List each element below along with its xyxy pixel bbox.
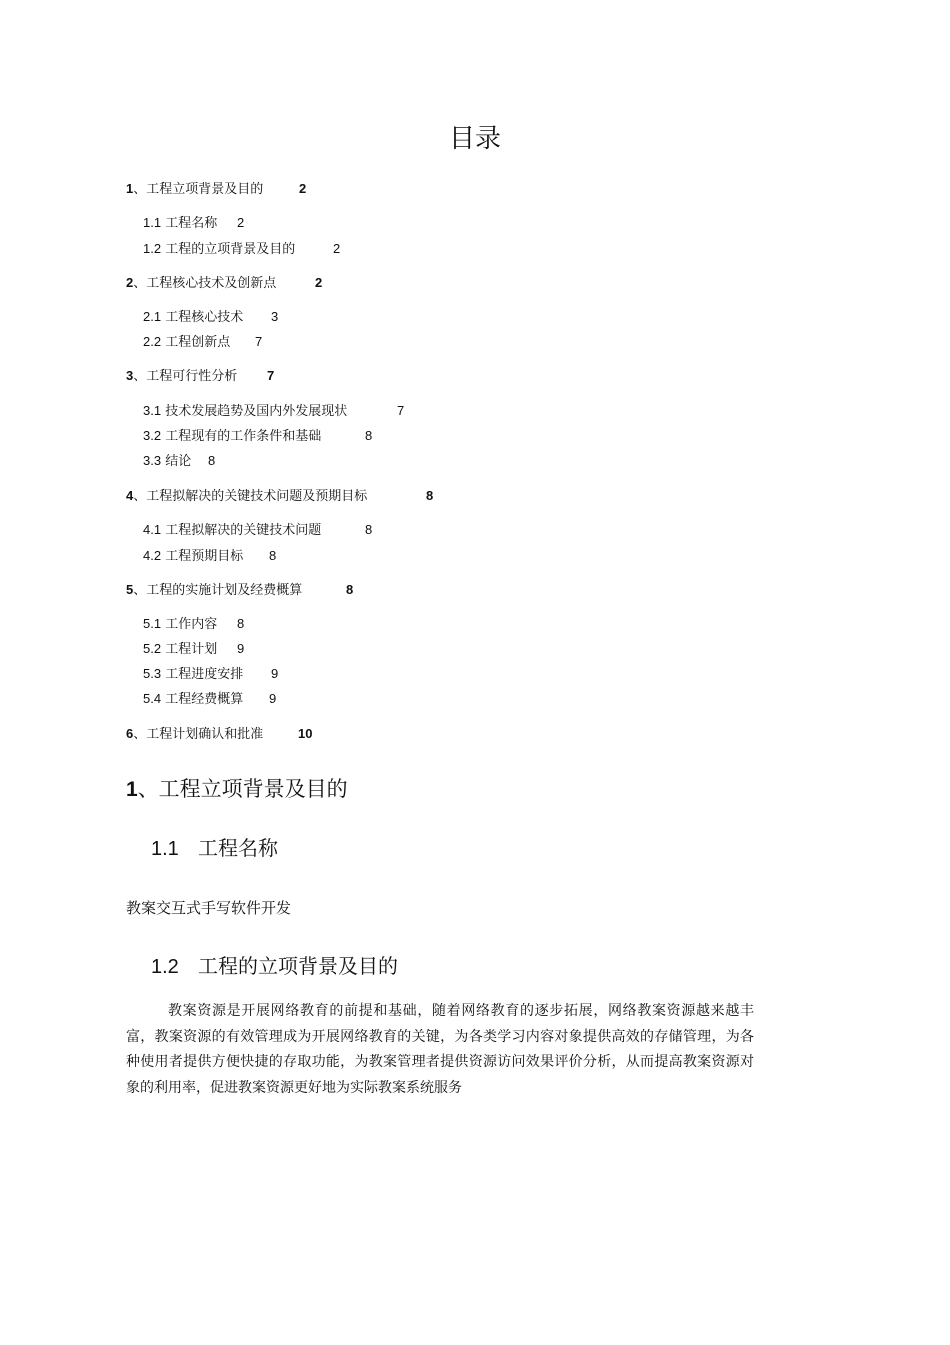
toc-entry-number: 4.1 — [143, 522, 162, 537]
toc-entry-5[interactable] — [126, 581, 354, 600]
toc-entry-number: 3.3 — [143, 453, 162, 468]
background-paragraph: 教案资源是开展网络教育的前提和基础，随着网络教育的逐步拓展，网络教案资源越来越丰富，教案资源的有效管理成为开展网络教育的关键，为各类学习内容对象提供高效的存储管理，为各种使用者提供方便快捷的存取功能，为教案管理者提供资源访问效果评价分析，从而提高教案资源对象的利用率，促进教案资源更好地为实际教案系统服务 — [126, 1003, 754, 1096]
section-1-2-heading — [151, 952, 398, 981]
section-number: 1.2 — [151, 956, 179, 978]
toc-entry-separator: 、 — [133, 369, 147, 384]
toc-entry-page: 7 — [255, 334, 263, 349]
section-number: 1.1 — [151, 838, 179, 860]
toc-entry-separator: 、 — [133, 276, 147, 291]
toc-entry-4-2[interactable] — [143, 547, 277, 566]
toc-entry-page: 2 — [333, 241, 341, 256]
toc-entry-number: 5 — [126, 582, 134, 597]
toc-entry-number: 5.1 — [143, 616, 162, 631]
toc-entry-page: 2 — [299, 181, 307, 196]
toc-entry-6[interactable] — [126, 725, 313, 744]
section-title: 工程名称 — [198, 836, 278, 860]
toc-entry-page: 8 — [269, 548, 277, 563]
toc-entry-page: 7 — [267, 368, 275, 383]
toc-entry-number: 1.1 — [143, 215, 162, 230]
toc-entry-page: 2 — [315, 275, 323, 290]
toc-entry-1-1[interactable] — [143, 214, 245, 233]
toc-entry-text: 工程现有的工作条件和基础 — [165, 429, 322, 444]
toc-entry-5-1[interactable] — [143, 615, 245, 634]
toc-entry-number: 6 — [126, 726, 134, 741]
toc-entry-text: 工程核心技术及创新点 — [146, 276, 277, 291]
toc-entry-page: 8 — [237, 616, 245, 631]
toc-entry-page: 2 — [237, 215, 245, 230]
toc-entry-number: 3.2 — [143, 428, 162, 443]
toc-entry-text: 工程名称 — [165, 216, 218, 231]
toc-entry-text: 工程计划确认和批准 — [146, 727, 264, 742]
toc-entry-separator: 、 — [133, 182, 147, 197]
toc-entry-text: 工作内容 — [165, 617, 218, 632]
toc-entry-text: 结论 — [165, 454, 192, 469]
toc-entry-text: 工程核心技术 — [165, 310, 244, 325]
toc-entry-4-1[interactable] — [143, 521, 373, 540]
toc-entry-text: 工程计划 — [165, 642, 218, 657]
toc-entry-4[interactable] — [126, 487, 434, 506]
toc-entry-number: 1 — [126, 181, 134, 196]
section-1-heading — [126, 775, 348, 804]
toc-entry-3[interactable] — [126, 367, 275, 386]
toc-entry-3-1[interactable] — [143, 402, 405, 421]
toc-entry-separator: 、 — [133, 727, 147, 742]
toc-entry-text: 工程预期目标 — [165, 549, 244, 564]
toc-entry-page: 8 — [208, 453, 216, 468]
toc-title: 目录 — [448, 124, 501, 154]
toc-entry-page: 9 — [237, 641, 245, 656]
toc-entry-number: 2 — [126, 275, 134, 290]
toc-entry-page: 8 — [365, 428, 373, 443]
toc-entry-separator: 、 — [133, 583, 147, 598]
toc-entry-page: 8 — [346, 582, 354, 597]
toc-entry-page: 9 — [271, 666, 279, 681]
toc-entry-text: 工程创新点 — [165, 335, 231, 350]
toc-entry-text: 工程的实施计划及经费概算 — [146, 583, 303, 598]
toc-entry-3-2[interactable] — [143, 427, 373, 446]
toc-entry-1[interactable] — [126, 180, 307, 199]
section-number: 1 — [126, 778, 138, 801]
toc-entry-text: 工程可行性分析 — [146, 369, 238, 384]
toc-entry-2-2[interactable] — [143, 333, 263, 352]
toc-entry-2-1[interactable] — [143, 308, 279, 327]
toc-entry-number: 4.2 — [143, 548, 162, 563]
toc-entry-5-4[interactable] — [143, 690, 277, 709]
toc-entry-5-2[interactable] — [143, 640, 245, 659]
toc-entry-5-3[interactable] — [143, 665, 279, 684]
toc-entry-text: 工程立项背景及目的 — [146, 182, 264, 197]
toc-entry-number: 3.1 — [143, 403, 162, 418]
section-title: 、工程立项背景及目的 — [137, 777, 348, 801]
toc-entry-page: 7 — [397, 403, 405, 418]
toc-entry-page: 10 — [298, 726, 313, 741]
toc-entry-text: 工程进度安排 — [165, 667, 244, 682]
section-title: 工程的立项背景及目的 — [198, 954, 398, 978]
toc-entry-text: 工程的立项背景及目的 — [165, 242, 296, 257]
project-name-text: 教案交互式手写软件开发 — [126, 899, 292, 917]
toc-entry-3-3[interactable] — [143, 452, 216, 471]
toc-entry-separator: 、 — [133, 489, 147, 504]
toc-entry-number: 5.4 — [143, 691, 162, 706]
toc-entry-page: 8 — [426, 488, 434, 503]
section-1-1-heading — [151, 834, 278, 863]
toc-entry-page: 9 — [269, 691, 277, 706]
toc-entry-number: 2.2 — [143, 334, 162, 349]
toc-entry-2[interactable] — [126, 274, 323, 293]
toc-entry-number: 5.2 — [143, 641, 162, 656]
toc-entry-page: 8 — [365, 522, 373, 537]
toc-entry-text: 工程拟解决的关键技术问题及预期目标 — [146, 489, 368, 504]
toc-entry-number: 2.1 — [143, 309, 162, 324]
toc-entry-1-2[interactable] — [143, 240, 341, 259]
toc-entry-text: 工程拟解决的关键技术问题 — [165, 523, 322, 538]
toc-entry-number: 3 — [126, 368, 134, 383]
toc-entry-text: 工程经费概算 — [165, 692, 244, 707]
toc-entry-number: 5.3 — [143, 666, 162, 681]
toc-entry-text: 技术发展趋势及国内外发展现状 — [165, 404, 348, 419]
toc-entry-page: 3 — [271, 309, 279, 324]
toc-entry-number: 1.2 — [143, 241, 162, 256]
toc-entry-number: 4 — [126, 488, 134, 503]
